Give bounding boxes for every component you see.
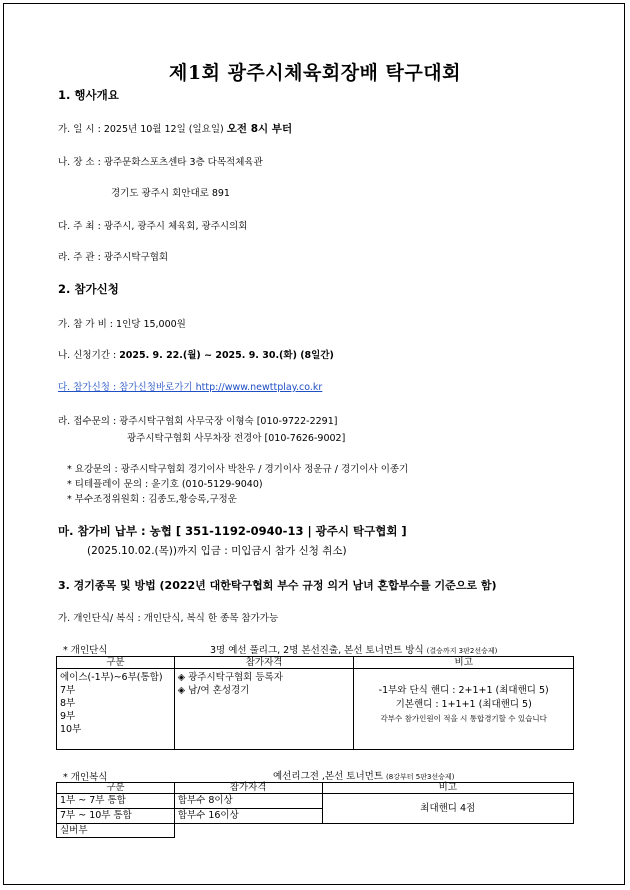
singles-divisions-cell [57,669,175,750]
singles-format-text: 3명 예선 풀리그, 2명 본선진출, 본선 토너먼트 방식 [210,645,424,656]
payment-deadline: (2025.10.02.(목))까지 입금 : 미입금시 참가 신청 취소) [87,545,347,557]
table-header-row [57,657,574,669]
doubles-division-cell: 실버부 [57,824,175,838]
singles-table [56,656,574,750]
contact-1: 라. 접수문의 : 광주시탁구협회 사무국장 이형숙 [010-9722-2291] [58,416,338,427]
singles-remarks-cell [354,669,574,750]
event-organizer: 라. 주 관 : 광주시탁구협회 [58,252,169,263]
remark-item: 기본핸디 : 1+1+1 (최대핸디 5) [395,699,532,710]
document-title: 제1회 광주시체육회장배 탁구대회 [169,62,461,84]
table-row [57,794,574,809]
contact-2: 광주시탁구협회 사무차장 전경아 [010-7626-9002] [127,433,346,444]
header-qualification: 참가자격 [174,783,322,794]
remark-item: 각부수 참가인원이 적을 시 통합경기할 수 있습니다 [380,714,547,723]
doubles-format [273,768,454,782]
header-qualification: 참가자격 [174,657,354,669]
doubles-division-cell: 7부 ~ 10부 통합 [57,809,175,824]
note-ttplay-inquiry: * 티테플레이 문의 : 윤기호 (010-5129-9040) [67,479,263,490]
event-venue: 나. 장 소 : 광주문화스포츠센타 3층 다목적체육관 [58,157,263,168]
doubles-division-cell: 1부 ~ 7부 통합 [57,794,175,809]
application-period [58,347,334,361]
doubles-qualification-cell: 합부수 16이상 [174,809,322,824]
event-address: 경기도 광주시 회안대로 891 [111,188,230,199]
event-host: 다. 주 최 : 광주시, 광주시 체육회, 광주시의회 [58,221,248,232]
table-row [57,824,574,838]
doubles-qualification-cell: 합부수 8이상 [174,794,322,809]
division-item: 10부 [60,724,82,735]
events-description: 가. 개인단식/ 복식 : 개인단식, 복식 한 종목 참가가능 [58,613,279,624]
singles-label: * 개인단식 [63,645,108,656]
singles-qualification-cell [174,669,354,750]
doubles-format-note: (8강부터 5판3선승제) [386,773,455,781]
header-remarks: 비고 [322,783,574,794]
remark-item: -1부와 단식 핸디 : 2+1+1 (최대핸디 5) [378,685,549,696]
table-row [57,669,574,750]
entry-fee: 가. 참 가 비 : 1인당 15,000원 [58,319,186,330]
singles-format [210,642,497,656]
section-2-heading: 2. 참가신청 [58,282,119,296]
qualification-item: ◈ 광주시탁구협회 등록자 [177,672,283,683]
payment-info: 마. 참가비 납부 : 농협 [ 351-1192-0940-13 | 광주시 탁구협회 ] [58,524,407,538]
event-date-time: 오전 8시 부터 [226,123,293,135]
singles-format-note: (결승까지 3판2선승제) [426,647,498,655]
header-division: 구분 [57,783,175,794]
division-item: 8부 [60,698,76,709]
division-item: 에이스(-1부)~6부(통합) [60,672,163,683]
application-period-label: 나. 신청기간 : [58,350,117,361]
event-date [58,121,292,136]
table-header-row [57,783,574,794]
application-link[interactable]: 다. 참가신청 : 참가신청바로가기 http://www.newttplay.co.kr [58,382,323,393]
section-1-heading: 1. 행사개요 [58,88,119,102]
application-period-dates: 2025. 9. 22.(월) ~ 2025. 9. 30.(화) (8일간) [119,350,334,361]
header-remarks: 비고 [354,657,574,669]
section-3-heading: 3. 경기종목 및 방법 (2022년 대한탁구협회 부수 규정 의거 남녀 혼합부수를 기준으로 함) [58,579,497,592]
header-division: 구분 [57,657,175,669]
doubles-label: * 개인복식 [63,772,108,783]
doubles-format-text: 예선리그전 ,본선 토너먼트 [273,771,384,782]
note-adjustment-committee: * 부수조정위원회 : 김종도,황승록,구정운 [67,494,237,505]
division-item: 9부 [60,711,76,722]
event-date-text: 가. 일 시 : 2025년 10월 12일 (일요일) [58,124,224,135]
doubles-remarks-cell: 최대핸디 4점 [322,794,574,824]
qualification-item: ◈ 남/여 혼성경기 [177,685,250,696]
doubles-qualification-cell [174,824,322,838]
doubles-table [56,782,574,838]
note-rules-inquiry: * 요강문의 : 광주시탁구협회 경기이사 박찬우 / 경기이사 정운규 / 경기이사 이종기 [67,464,409,475]
doubles-empty-cell [322,824,574,838]
division-item: 7부 [60,685,76,696]
